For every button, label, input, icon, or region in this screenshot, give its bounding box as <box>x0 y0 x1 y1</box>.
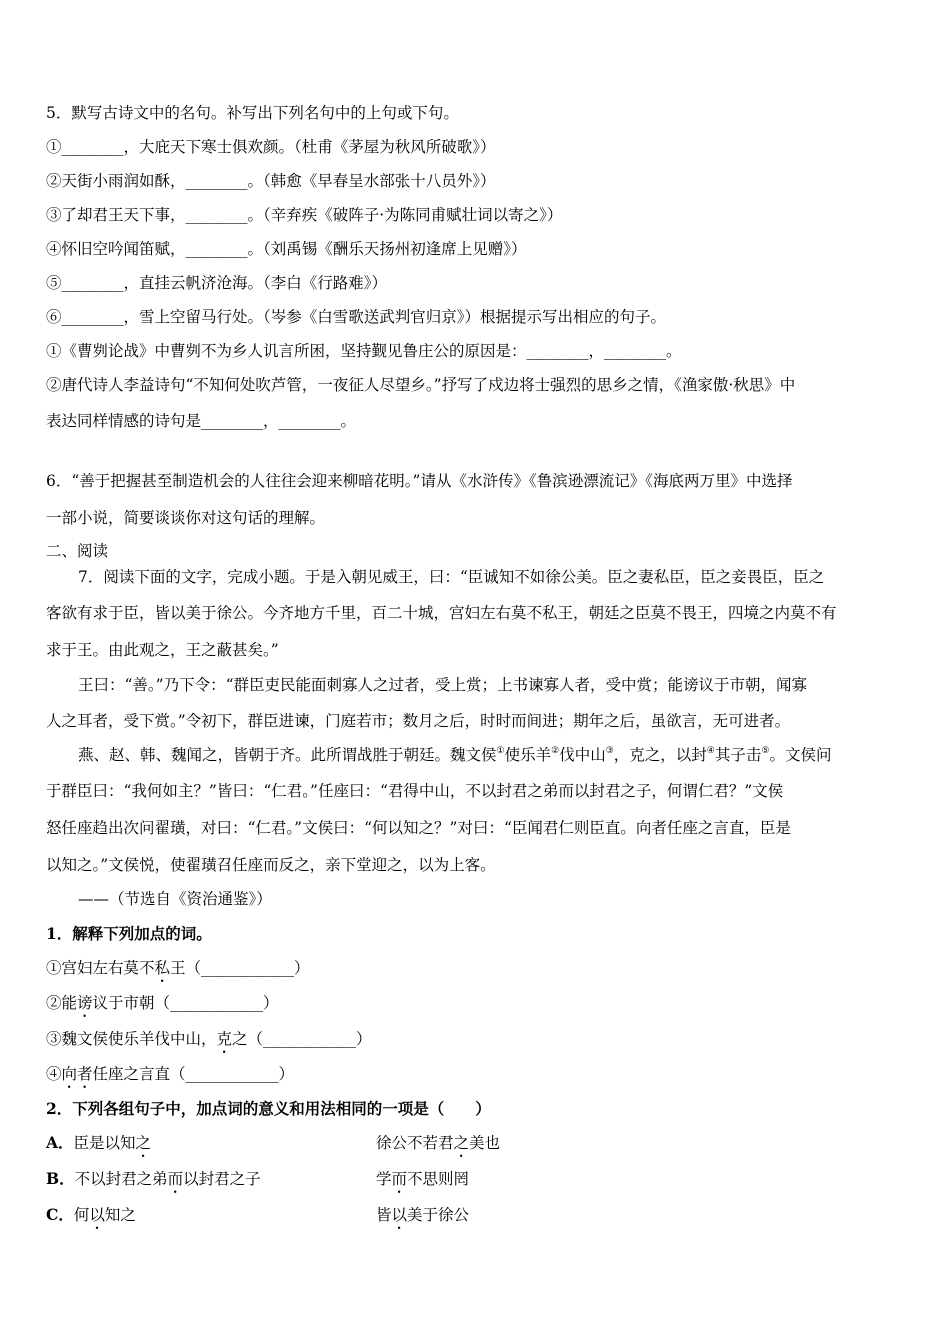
q2-title: 2．下列各组句子中，加点词的意义和用法相同的一项是（ ） <box>46 1099 491 1118</box>
part2-heading: 二、阅读 <box>46 542 109 560</box>
footnote-mark: ④ <box>706 746 715 756</box>
option-text: 皆 <box>376 1206 392 1224</box>
item-text: ③魏文侯使乐羊伐中山， <box>46 1030 217 1048</box>
passage-line-footnoted <box>78 745 831 765</box>
item-text: 任座之言直（____________） <box>92 1065 295 1083</box>
q5-line-6: ⑥________，雪上空留马行处。（岑参《白雪歌送武判官归京》）根据提示写出相应的句子。 <box>46 308 667 326</box>
option-text: 美于徐公 <box>407 1206 470 1224</box>
passage-text: 其子击 <box>714 746 762 764</box>
item-text: ①宫妇左右莫不 <box>46 959 155 977</box>
option-text: 臣是以知 <box>73 1134 136 1152</box>
dotted-word: 向者 <box>61 1065 93 1083</box>
q6-line-1: 6．“善于把握甚至制造机会的人往往会迎来柳暗花明。”请从《水浒传》《鲁滨逊漂流记》《海底两万里》中选择 <box>46 472 793 490</box>
option-label: C． <box>46 1205 74 1224</box>
option-text: 徐公不若君 <box>376 1134 454 1152</box>
q6-line-2: 一部小说，简要谈谈你对这句话的理解。 <box>46 509 326 527</box>
footnote-mark: ② <box>551 746 560 756</box>
option-text: 以封君之子 <box>183 1170 261 1188</box>
passage-text: 伐中山 <box>559 746 606 764</box>
q5-line-3: ③了却君王天下事，________。（辛弃疾《破阵子·为陈同甫赋壮词以寄之》） <box>46 206 563 224</box>
option-text: 不以封君之弟 <box>74 1170 168 1188</box>
passage-line: 王曰：“善。”乃下令：“群臣吏民能面刺寡人之过者，受上赏；上书谏寡人者，受中赏；能谤议于市朝，闻寡 <box>78 676 808 694</box>
option-label: B． <box>46 1169 75 1188</box>
passage-line: 人之耳者，受下赏。”令初下，群臣进谏，门庭若市；数月之后，时时而间进；期年之后，虽欲言，无可进者。 <box>46 712 791 730</box>
passage-line: 以知之。”文侯悦，使翟璜召任座而反之，亲下堂迎之，以为上客。 <box>46 856 496 874</box>
q5-line-8: ②唐代诗人李益诗句“不知何处吹芦管，一夜征人尽望乡。”抒写了戍边将士强烈的思乡之情，《渔家傲·秋思》中 <box>46 376 796 394</box>
q2-option-a <box>46 1133 151 1161</box>
item-text: 王（____________） <box>170 959 310 977</box>
dotted-word: 以 <box>391 1206 408 1224</box>
passage-text: 燕、赵、韩、魏闻之，皆朝于齐。此所谓战胜于朝廷。魏文侯 <box>78 746 497 764</box>
q5-line-7: ①《曹刿论战》中曹刿不为乡人讥言所困，坚持觐见鲁庄公的原因是：________，________。 <box>46 342 682 360</box>
dotted-word: 之 <box>135 1134 152 1152</box>
q5-line-1: ①________，大庇天下寒士俱欢颜。（杜甫《茅屋为秋风所破歌》） <box>46 138 496 156</box>
q5-line-9: 表达同样情感的诗句是________，________。 <box>46 412 357 430</box>
q1-title: 1．解释下列加点的词。 <box>46 924 212 943</box>
passage-text: ，克之，以封 <box>613 746 707 764</box>
q1-item <box>46 1029 372 1057</box>
q5-line-2: ②天街小雨润如酥，________。（韩愈《早春呈水部张十八员外》） <box>46 172 496 190</box>
passage-line: 怒任座趋出次问翟璜，对曰：“仁君。”文侯曰：“何以知之？”对曰：“臣闻君仁则臣直。向者任座之言直，臣是 <box>46 819 791 837</box>
dotted-word: 而 <box>167 1170 184 1188</box>
q1-item <box>46 1064 294 1092</box>
footnote-mark: ① <box>496 746 505 756</box>
passage-line: 求于王。由此观之，王之蔽甚矣。” <box>46 641 279 659</box>
passage-text: 使乐羊 <box>504 746 552 764</box>
dotted-word: 克 <box>216 1030 233 1048</box>
item-text: 之（____________） <box>232 1030 372 1048</box>
item-text: 议于市朝（____________） <box>92 994 279 1012</box>
passage-line: 7．阅读下面的文字，完成小题。于是入朝见威王，曰：“臣诚知不如徐公美。臣之妻私臣，臣之妾畏臣，臣之 <box>78 568 825 586</box>
passage-line: 于群臣曰：“我何如主？”皆曰：“仁君。”任座曰：“君得中山，不以封君之弟而以封君之子，何谓仁君？”文侯 <box>46 782 784 800</box>
item-text: ②能 <box>46 994 78 1012</box>
q2-option-a-second <box>376 1133 500 1161</box>
passage-line: 客欲有求于臣，皆以美于徐公。今齐地方千里，百二十城，宫妇左右莫不私王，朝廷之臣莫不畏王，四境之内莫不有 <box>46 604 837 622</box>
footnote-mark: ③ <box>605 746 614 756</box>
passage-text: 。文侯问 <box>769 746 832 764</box>
option-text: 不思则罔 <box>407 1170 470 1188</box>
dotted-word: 以 <box>89 1206 105 1224</box>
q1-item <box>46 958 310 986</box>
footnote-mark: ⑤ <box>761 746 770 756</box>
q2-option-c-second <box>376 1205 469 1233</box>
q2-option-b <box>46 1169 261 1197</box>
dotted-word: 谤 <box>77 994 93 1012</box>
dotted-word: 而 <box>391 1170 408 1188</box>
dotted-word: 私 <box>154 959 171 977</box>
passage-source: ——（节选自《资治通鉴》） <box>78 890 272 908</box>
option-text: 何 <box>73 1206 90 1224</box>
dotted-word: 之 <box>453 1134 470 1152</box>
option-text: 学 <box>376 1170 392 1188</box>
q2-option-b-second <box>376 1169 469 1197</box>
q5-title: 5．默写古诗文中的名句。补写出下列名句中的上句或下句。 <box>46 104 459 122</box>
option-text: 知之 <box>104 1206 136 1224</box>
q2-option-c <box>46 1205 136 1233</box>
option-label: A． <box>46 1133 74 1152</box>
item-text: ④ <box>46 1065 62 1083</box>
option-text: 美也 <box>469 1134 501 1152</box>
q1-item <box>46 993 279 1021</box>
q5-line-4: ④怀旧空吟闻笛赋，________。（刘禹锡《酬乐天扬州初逢席上见赠》） <box>46 240 527 258</box>
q5-line-5: ⑤________，直挂云帆济沧海。（李白《行路难》） <box>46 274 388 292</box>
